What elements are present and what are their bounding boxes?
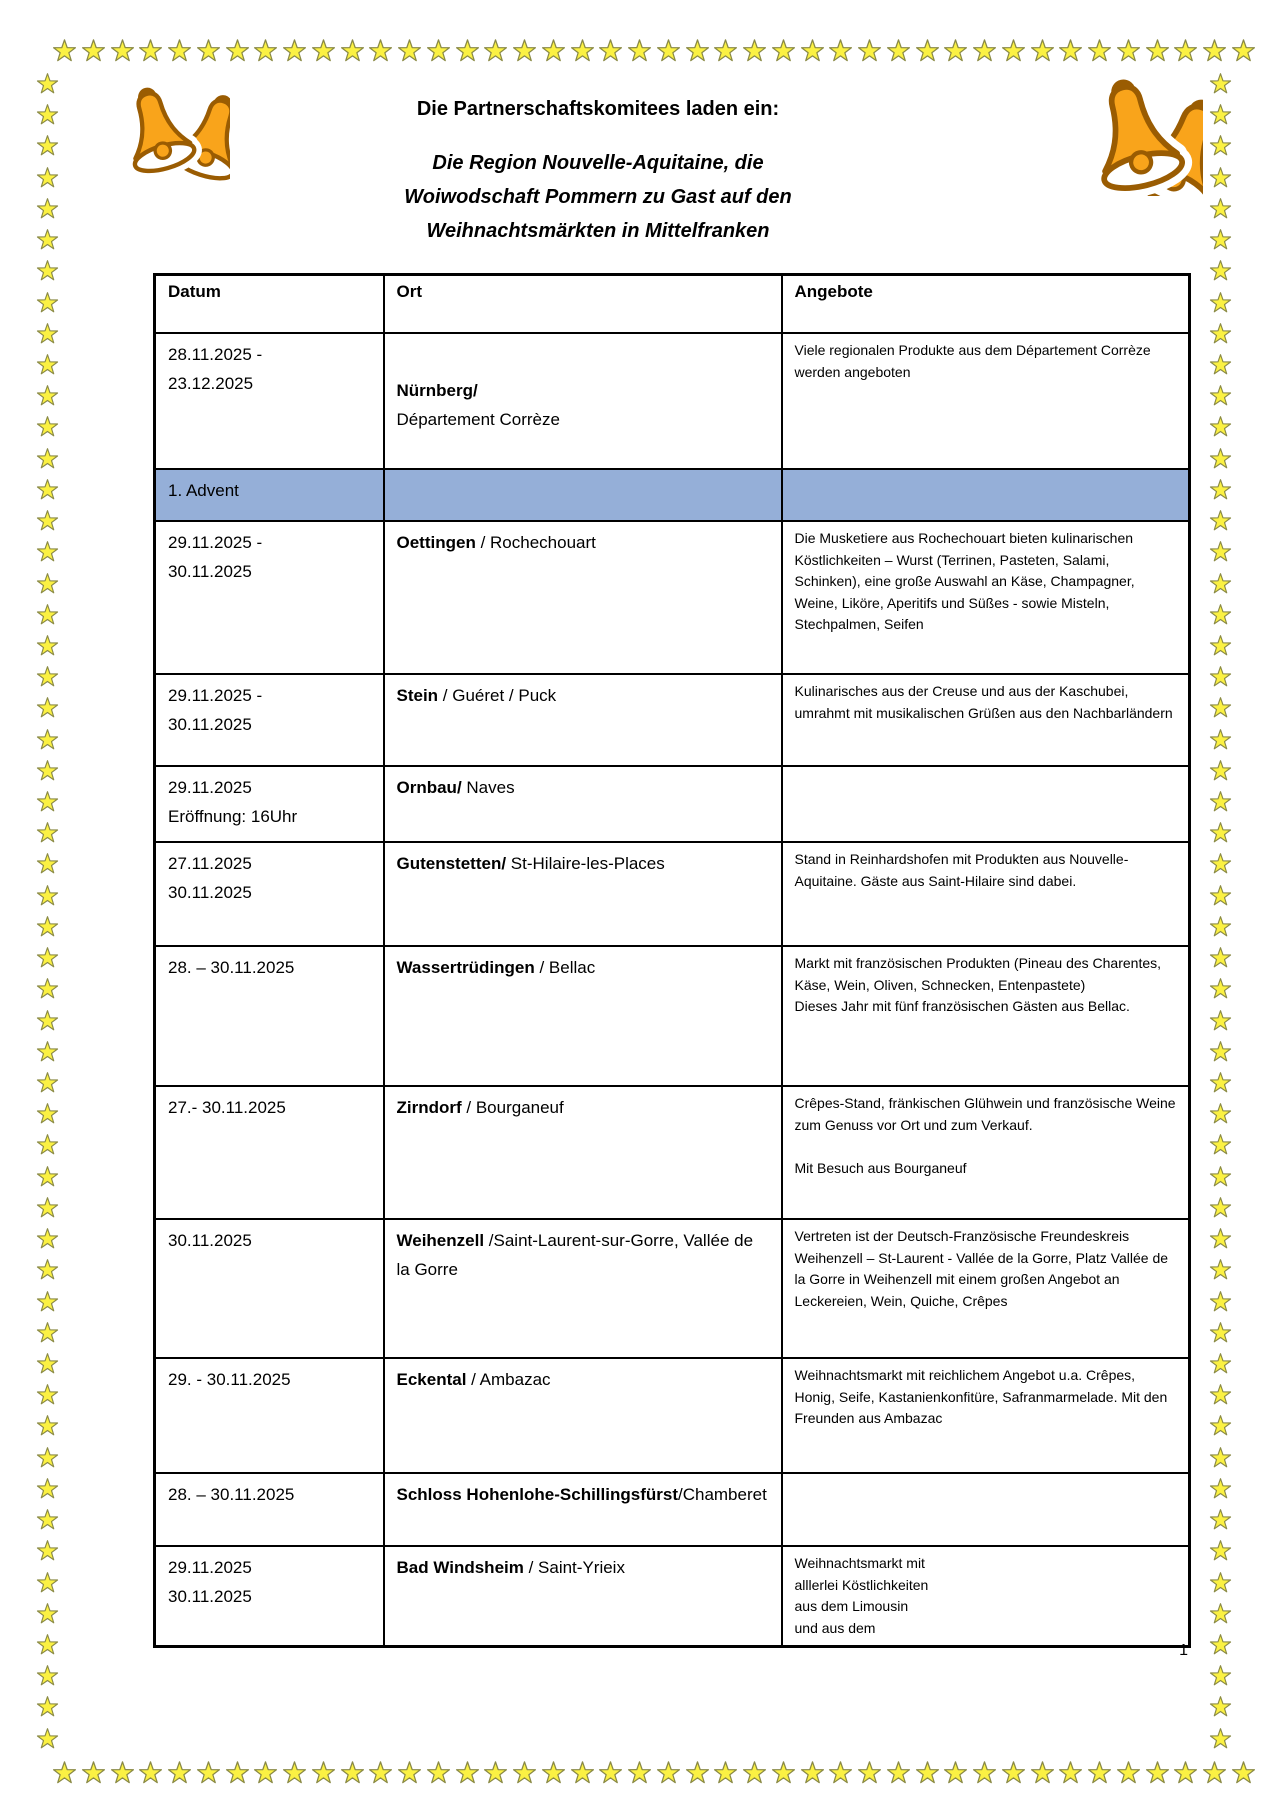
star-icon [598, 1760, 623, 1785]
star-icon [1209, 1664, 1232, 1687]
table-row [155, 1219, 1190, 1358]
datum-cell: 28. – 30.11.2025 [155, 1473, 384, 1546]
star-icon [1209, 759, 1232, 782]
star-icon [397, 38, 422, 63]
star-icon [36, 1352, 59, 1375]
star-icon [36, 1321, 59, 1344]
ort-cell [384, 674, 782, 766]
star-icon [36, 1133, 59, 1156]
datum-cell: 29.11.2025 - 30.11.2025 [155, 521, 384, 674]
table-row [155, 842, 1190, 946]
star-icon [36, 1727, 59, 1750]
star-icon [36, 884, 59, 907]
star-icon [1209, 291, 1232, 314]
angebote-cell: Crêpes-Stand, fränkischen Glühwein und französische Weine zum Genuss vor Ort und zum Verkauf. Mit Besuch aus Bourganeuf [782, 1086, 1190, 1219]
star-icon [1209, 790, 1232, 813]
star-icon [167, 38, 192, 63]
star-icon [36, 1633, 59, 1656]
star-icon [1209, 1414, 1232, 1437]
star-icon [36, 540, 59, 563]
star-border-bottom [52, 1760, 1256, 1785]
datum-cell: 29.11.2025 Eröffnung: 16Uhr [155, 766, 384, 842]
star-icon [1209, 228, 1232, 251]
star-icon [1058, 38, 1083, 63]
star-icon [110, 38, 135, 63]
subtitle-line: Weihnachtsmärkten in Mittelfranken [426, 220, 770, 242]
star-icon [1209, 447, 1232, 470]
star-icon [570, 1760, 595, 1785]
ort-secondary: /Saint-Laurent-sur-Gorre, Vallée de la Gorre [396, 1231, 754, 1279]
star-icon [36, 759, 59, 782]
ort-cell [384, 333, 782, 469]
ort-primary: Nürnberg/ [396, 381, 478, 400]
star-icon [455, 38, 480, 63]
datum-cell: 29.11.2025 - 30.11.2025 [155, 674, 384, 766]
star-icon [110, 1760, 135, 1785]
page-subtitle [155, 146, 1041, 248]
star-icon [771, 1760, 796, 1785]
star-icon [1209, 1695, 1232, 1718]
star-icon [771, 38, 796, 63]
star-icon [1030, 1760, 1055, 1785]
star-icon [311, 1760, 336, 1785]
star-icon [915, 1760, 940, 1785]
table-row [155, 521, 1190, 674]
star-icon [36, 1290, 59, 1313]
star-icon [81, 1760, 106, 1785]
table-row [155, 1546, 1190, 1647]
angebote-cell [782, 766, 1190, 842]
table-row [155, 946, 1190, 1086]
angebote-cell: Kulinarisches aus der Creuse und aus der Kaschubei, umrahmt mit musikalischen Grüßen aus den Nachbarländern [782, 674, 1190, 766]
star-icon [1209, 509, 1232, 532]
star-icon [483, 38, 508, 63]
star-icon [1209, 166, 1232, 189]
star-icon [36, 696, 59, 719]
star-icon [1209, 1446, 1232, 1469]
star-icon [886, 1760, 911, 1785]
star-icon [1209, 1040, 1232, 1063]
star-icon [1231, 1760, 1256, 1785]
star-icon [36, 322, 59, 345]
star-icon [282, 38, 307, 63]
star-icon [1209, 1071, 1232, 1094]
star-icon [36, 1446, 59, 1469]
datum-cell: 30.11.2025 [155, 1219, 384, 1358]
star-icon [36, 1165, 59, 1188]
star-icon [656, 38, 681, 63]
star-icon [52, 1760, 77, 1785]
star-icon [1087, 38, 1112, 63]
star-icon [36, 259, 59, 282]
star-icon [1209, 103, 1232, 126]
star-icon [36, 353, 59, 376]
star-icon [1116, 1760, 1141, 1785]
star-icon [81, 38, 106, 63]
star-icon [541, 1760, 566, 1785]
star-icon [1030, 38, 1055, 63]
star-icon [36, 665, 59, 688]
ort-secondary: / Ambazac [466, 1370, 551, 1389]
page-title: Die Partnerschaftskomitees laden ein: [416, 98, 780, 120]
star-icon [36, 728, 59, 751]
datum-cell: 27.11.2025 30.11.2025 [155, 842, 384, 946]
star-icon [1209, 1290, 1232, 1313]
star-icon [1209, 322, 1232, 345]
table-row [155, 766, 1190, 842]
star-icon [167, 1760, 192, 1785]
star-icon [1209, 603, 1232, 626]
star-icon [36, 603, 59, 626]
star-icon [36, 946, 59, 969]
star-icon [36, 1571, 59, 1594]
angebote-cell [782, 1473, 1190, 1546]
ort-primary: Oettingen [396, 533, 476, 552]
star-icon [36, 572, 59, 595]
ort-cell [384, 1219, 782, 1358]
star-icon [138, 1760, 163, 1785]
star-icon [1209, 1227, 1232, 1250]
header-row [155, 275, 1190, 334]
star-icon [1209, 1727, 1232, 1750]
star-icon [1116, 38, 1141, 63]
star-icon [1231, 38, 1256, 63]
bells-icon [1056, 76, 1203, 196]
table-row [155, 333, 1190, 469]
ort-primary: Stein [396, 686, 439, 705]
angebote-cell: Weihnachtsmarkt mit alllerlei Köstlichkeiten aus dem Limousin und aus dem [782, 1546, 1190, 1647]
star-icon [598, 38, 623, 63]
ort-secondary: Département Corrèze [396, 410, 560, 429]
star-icon [36, 915, 59, 938]
star-icon [512, 38, 537, 63]
star-icon [828, 38, 853, 63]
heading-block [155, 98, 1041, 248]
star-icon [36, 103, 59, 126]
star-icon [1087, 1760, 1112, 1785]
ort-cell [384, 766, 782, 842]
star-icon [36, 1602, 59, 1625]
ort-primary: Ornbau/ [396, 778, 462, 797]
star-icon [627, 38, 652, 63]
subtitle-line: Die Region Nouvelle-Aquitaine, die [432, 152, 764, 174]
ort-primary: Schloss Hohenlohe-Schillingsfürst [396, 1485, 678, 1504]
star-icon [36, 1040, 59, 1063]
ort-cell [384, 842, 782, 946]
star-icon [368, 38, 393, 63]
ort-primary: Gutenstetten/ [396, 854, 507, 873]
star-icon [1209, 72, 1232, 95]
ort-primary: Zirndorf [396, 1098, 462, 1117]
star-border-right [1209, 72, 1232, 1750]
ort-cell [384, 1473, 782, 1546]
star-icon [1209, 1539, 1232, 1562]
star-icon [800, 1760, 825, 1785]
star-icon [713, 38, 738, 63]
star-icon [1209, 259, 1232, 282]
star-icon [282, 1760, 307, 1785]
star-icon [36, 1477, 59, 1500]
star-icon [915, 38, 940, 63]
star-icon [1209, 540, 1232, 563]
star-icon [368, 1760, 393, 1785]
star-icon [1202, 38, 1227, 63]
star-icon [1209, 1133, 1232, 1156]
star-icon [685, 38, 710, 63]
star-icon [225, 1760, 250, 1785]
ort-secondary: / Saint-Yrieix [523, 1558, 625, 1577]
star-icon [1209, 1602, 1232, 1625]
star-icon [36, 1539, 59, 1562]
star-icon [36, 478, 59, 501]
star-icon [36, 1009, 59, 1032]
page-number: 1 [1179, 1642, 1188, 1659]
star-icon [1209, 478, 1232, 501]
star-icon [685, 1760, 710, 1785]
star-icon [1209, 728, 1232, 751]
ort-secondary: St-Hilaire-les-Places [506, 854, 665, 873]
star-icon [541, 38, 566, 63]
star-icon [36, 134, 59, 157]
star-icon [656, 1760, 681, 1785]
angebote-cell: Markt mit französischen Produkten (Pineau des Charentes, Käse, Wein, Oliven, Schnecken, Entenpastete) Dieses Jahr mit fünf französischen Gästen aus Bellac. [782, 946, 1190, 1086]
star-icon [36, 790, 59, 813]
star-icon [36, 852, 59, 875]
star-icon [36, 1102, 59, 1125]
star-icon [36, 72, 59, 95]
table-row [155, 1086, 1190, 1219]
star-icon [1209, 852, 1232, 875]
ort-cell [384, 946, 782, 1086]
star-icon [196, 1760, 221, 1785]
ort-cell [384, 1546, 782, 1647]
star-icon [943, 38, 968, 63]
star-icon [1209, 134, 1232, 157]
star-icon [196, 38, 221, 63]
star-icon [627, 1760, 652, 1785]
angebote-cell: Weihnachtsmarkt mit reichlichem Angebot u.a. Crêpes, Honig, Seife, Kastanienkonfitüre, Safranmarmelade. Mit den Freunden aus Ambazac [782, 1358, 1190, 1473]
star-icon [1173, 1760, 1198, 1785]
angebote-cell: Vertreten ist der Deutsch-Französische Freundeskreis Weihenzell – St-Laurent - Vallée de la Gorre, Platz Vallée de la Gorre in Weihenzell mit einem großen Angebot an Leckereien, Wein, Quiche, Crêpes [782, 1219, 1190, 1358]
star-icon [1209, 634, 1232, 657]
table-row [155, 1473, 1190, 1546]
star-icon [857, 38, 882, 63]
star-icon [36, 1196, 59, 1219]
star-icon [36, 634, 59, 657]
star-icon [36, 1664, 59, 1687]
star-icon [1209, 1009, 1232, 1032]
star-icon [36, 1227, 59, 1250]
ort-secondary: / Bellac [534, 958, 596, 977]
advent-label-cell: 1. Advent [155, 469, 384, 521]
star-icon [742, 38, 767, 63]
star-icon [1173, 38, 1198, 63]
star-icon [483, 1760, 508, 1785]
star-icon [1209, 1477, 1232, 1500]
star-icon [1209, 1321, 1232, 1344]
datum-cell: 29. - 30.11.2025 [155, 1358, 384, 1473]
advent-row [155, 469, 1190, 521]
star-icon [1209, 1352, 1232, 1375]
star-icon [225, 38, 250, 63]
column-header: Datum [155, 275, 384, 334]
star-icon [36, 197, 59, 220]
star-icon [1001, 38, 1026, 63]
ort-primary: Wassertrüdingen [396, 958, 535, 977]
star-icon [340, 1760, 365, 1785]
star-icon [1209, 1196, 1232, 1219]
ort-primary: Eckental [396, 1370, 467, 1389]
star-icon [742, 1760, 767, 1785]
star-icon [397, 1760, 422, 1785]
star-border-left [36, 72, 59, 1750]
star-icon [36, 384, 59, 407]
ort-secondary: / Bourganeuf [461, 1098, 564, 1117]
star-icon [1209, 1258, 1232, 1281]
star-icon [1209, 1102, 1232, 1125]
star-icon [36, 1071, 59, 1094]
star-icon [972, 38, 997, 63]
column-header: Ort [384, 275, 782, 334]
star-icon [1058, 1760, 1083, 1785]
star-icon [426, 1760, 451, 1785]
star-icon [36, 1695, 59, 1718]
star-icon [36, 228, 59, 251]
star-icon [1209, 1383, 1232, 1406]
star-icon [1209, 572, 1232, 595]
star-icon [857, 1760, 882, 1785]
star-icon [253, 1760, 278, 1785]
datum-cell: 28. – 30.11.2025 [155, 946, 384, 1086]
table-row [155, 674, 1190, 766]
star-icon [1209, 696, 1232, 719]
advent-empty-cell [782, 469, 1190, 521]
column-header: Angebote [782, 275, 1190, 334]
star-icon [1209, 384, 1232, 407]
angebote-cell: Viele regionalen Produkte aus dem Département Corrèze werden angeboten [782, 333, 1190, 469]
star-icon [1145, 38, 1170, 63]
star-icon [36, 447, 59, 470]
advent-empty-cell [384, 469, 782, 521]
star-icon [1209, 884, 1232, 907]
star-icon [1209, 1165, 1232, 1188]
star-icon [1209, 1571, 1232, 1594]
ort-cell [384, 521, 782, 674]
ort-secondary: / Rochechouart [475, 533, 596, 552]
star-icon [886, 38, 911, 63]
angebote-cell: Stand in Reinhardshofen mit Produkten aus Nouvelle-Aquitaine. Gäste aus Saint-Hilaire sind dabei. [782, 842, 1190, 946]
star-icon [800, 38, 825, 63]
star-icon [972, 1760, 997, 1785]
star-icon [138, 38, 163, 63]
star-icon [36, 166, 59, 189]
star-icon [1001, 1760, 1026, 1785]
star-border-top [52, 38, 1256, 63]
star-icon [36, 1414, 59, 1437]
star-icon [1202, 1760, 1227, 1785]
star-icon [1209, 915, 1232, 938]
star-icon [512, 1760, 537, 1785]
star-icon [36, 415, 59, 438]
star-icon [713, 1760, 738, 1785]
star-icon [36, 291, 59, 314]
star-icon [36, 977, 59, 1000]
ort-secondary: /Chamberet [677, 1485, 767, 1504]
star-icon [36, 1508, 59, 1531]
datum-cell: 27.- 30.11.2025 [155, 1086, 384, 1219]
star-icon [1209, 665, 1232, 688]
table-row [155, 1358, 1190, 1473]
star-icon [1209, 1508, 1232, 1531]
star-icon [1209, 353, 1232, 376]
star-icon [1145, 1760, 1170, 1785]
star-icon [1209, 946, 1232, 969]
ort-primary: Weihenzell [396, 1231, 485, 1250]
star-icon [36, 821, 59, 844]
datum-cell: 28.11.2025 - 23.12.2025 [155, 333, 384, 469]
star-icon [426, 38, 451, 63]
star-icon [36, 509, 59, 532]
star-icon [1209, 977, 1232, 1000]
star-icon [1209, 415, 1232, 438]
star-icon [311, 38, 336, 63]
ort-secondary: / Guéret / Puck [438, 686, 557, 705]
star-icon [340, 38, 365, 63]
ort-cell [384, 1358, 782, 1473]
star-icon [828, 1760, 853, 1785]
star-icon [570, 38, 595, 63]
star-icon [455, 1760, 480, 1785]
star-icon [36, 1383, 59, 1406]
datum-cell: 29.11.2025 30.11.2025 [155, 1546, 384, 1647]
angebote-cell: Die Musketiere aus Rochechouart bieten kulinarischen Köstlichkeiten – Wurst (Terrinen, Pasteten, Salami, Schinken), eine große Auswahl an Käse, Champagner, Weine, Liköre, Aperitifs und Süßes - sowie Misteln, Stechpalmen, Seifen [782, 521, 1190, 674]
ort-secondary: Naves [461, 778, 515, 797]
ort-primary: Bad Windsheim [396, 1558, 524, 1577]
subtitle-line: Woiwodschaft Pommern zu Gast auf den [404, 186, 792, 208]
events-table-body [155, 333, 1190, 1647]
events-table [153, 273, 1191, 1648]
star-icon [943, 1760, 968, 1785]
star-icon [36, 1258, 59, 1281]
ort-cell [384, 1086, 782, 1219]
star-icon [1209, 821, 1232, 844]
star-icon [1209, 197, 1232, 220]
star-icon [52, 38, 77, 63]
star-icon [253, 38, 278, 63]
